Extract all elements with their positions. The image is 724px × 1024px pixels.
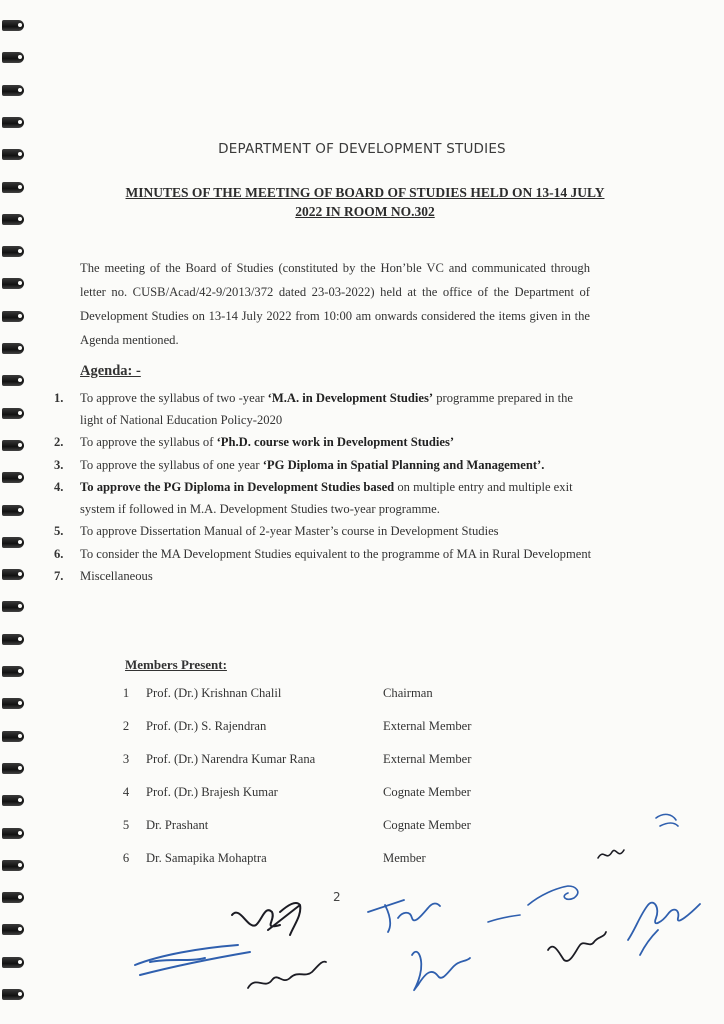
agenda-item-text: To approve the syllabus of two -year: [80, 391, 268, 405]
member-number: 6: [122, 851, 130, 865]
agenda-item: [50, 521, 595, 543]
agenda-list: [50, 388, 595, 589]
spiral-ring: [2, 214, 24, 225]
agenda-item: [50, 388, 595, 431]
member-name: Prof. (Dr.) Brajesh Kumar: [146, 785, 278, 799]
spiral-ring: [2, 278, 24, 289]
member-role: Cognate Member: [383, 818, 471, 832]
minutes-title: [80, 183, 650, 221]
spiral-ring: [2, 892, 24, 903]
member-row: [0, 686, 724, 706]
members-heading: Members Present:: [125, 657, 227, 672]
agenda-item-number: 7.: [54, 569, 64, 583]
member-number: 5: [122, 818, 130, 832]
spiral-ring: [2, 957, 24, 968]
member-role: External Member: [383, 752, 472, 766]
spiral-ring: [2, 440, 24, 451]
spiral-ring: [2, 375, 24, 386]
signature-4: [368, 900, 440, 932]
spiral-ring: [2, 472, 24, 483]
member-number: 1: [122, 686, 130, 700]
agenda-item: [50, 477, 595, 520]
member-name: Prof. (Dr.) S. Rajendran: [146, 719, 267, 733]
spiral-ring: [2, 989, 24, 1000]
member-row: [0, 818, 724, 838]
member-row: [0, 785, 724, 805]
spiral-ring: [2, 924, 24, 935]
agenda-item-text: To approve the syllabus of one year: [80, 457, 263, 472]
spiral-ring: [2, 634, 24, 645]
spiral-ring: [2, 246, 24, 257]
minutes-title-line1: MINUTES OF THE MEETING OF BOARD OF STUDIES HELD ON 13-14 JULY: [125, 185, 605, 200]
member-name: Dr. Samapika Mohaptra: [146, 851, 267, 865]
agenda-item-number: 5.: [54, 524, 64, 538]
member-role: Chairman: [383, 686, 433, 700]
spiral-ring: [2, 569, 24, 580]
intro-paragraph: The meeting of the Board of Studies (constituted by the Hon’ble VC and communicated through letter no. CUSB/Acad/42-9/2013/372 dated 23-03-2022) held at the office of the Department of Development Studies on 13-14 July 2022 from 10:00 am onwards considered the items given in the Agenda mentioned.: [80, 261, 590, 347]
signature-7: [548, 932, 606, 961]
member-row: [0, 719, 724, 739]
spiral-ring: [2, 311, 24, 322]
member-role: Cognate Member: [383, 785, 471, 799]
member-row: [0, 752, 724, 772]
agenda-item-number: 3.: [54, 457, 64, 472]
member-name: Prof. (Dr.) Narendra Kumar Rana: [146, 752, 316, 766]
agenda-item: [50, 455, 595, 477]
agenda-item: [50, 544, 595, 566]
page-number: 2: [333, 890, 341, 904]
spiral-ring: [2, 408, 24, 419]
department-heading: DEPARTMENT OF DEVELOPMENT STUDIES: [218, 141, 506, 157]
agenda-item-text: programme prepared in the light of National Education Policy-2020: [80, 391, 573, 427]
spiral-ring: [2, 343, 24, 354]
agenda-item-text: To approve the syllabus of: [80, 435, 217, 449]
signature-1: [135, 945, 250, 975]
spiral-ring: [2, 505, 24, 516]
signature-5: [412, 952, 470, 990]
agenda-item-emphasis: ‘M.A. in Development Studies’: [267, 391, 434, 405]
agenda-item-emphasis: ‘PG Diploma in Spatial Planning and Management’.: [262, 457, 545, 472]
signature-6: [488, 886, 578, 922]
spiral-ring: [2, 537, 24, 548]
spiral-ring: [2, 182, 24, 193]
spiral-ring: [2, 601, 24, 612]
agenda-item-number: 6.: [54, 546, 64, 561]
member-name: Prof. (Dr.) Krishnan Chalil: [146, 686, 282, 700]
agenda-item-emphasis: To approve the PG Diploma in Development Studies based: [80, 480, 395, 494]
member-number: 3: [122, 752, 130, 766]
minutes-title-line2: 2022 IN ROOM NO.302: [295, 204, 435, 219]
spiral-ring: [2, 20, 24, 31]
member-role: Member: [383, 851, 426, 865]
signature-3: [248, 962, 326, 988]
agenda-item-emphasis: ‘Ph.D. course work in Development Studies’: [216, 435, 455, 449]
signature-8: [628, 903, 700, 955]
member-name: Dr. Prashant: [146, 818, 209, 832]
agenda-item-text: on multiple entry and multiple exit system if followed in M.A. Development Studies two-year programme.: [80, 480, 573, 516]
member-row: [0, 851, 724, 871]
agenda-heading: Agenda: -: [80, 363, 141, 379]
agenda-item: [50, 432, 595, 454]
spiral-ring: [2, 666, 24, 677]
agenda-item-number: 4.: [54, 480, 64, 494]
member-number: 2: [122, 719, 130, 733]
spiral-ring: [2, 52, 24, 63]
agenda-item-text: To approve Dissertation Manual of 2-year Master’s course in Development Studies: [80, 524, 499, 538]
member-number: 4: [122, 785, 130, 799]
agenda-item-number: 2.: [54, 435, 64, 449]
agenda-item-text: To consider the MA Development Studies equivalent to the programme of MA in Rural Development: [80, 546, 592, 561]
spiral-ring: [2, 85, 24, 96]
agenda-item-number: 1.: [54, 391, 64, 405]
agenda-item: [50, 566, 595, 588]
spiral-ring: [2, 117, 24, 128]
signature-2: [232, 903, 300, 935]
member-role: External Member: [383, 719, 472, 733]
agenda-item-text: Miscellaneous: [80, 569, 153, 583]
